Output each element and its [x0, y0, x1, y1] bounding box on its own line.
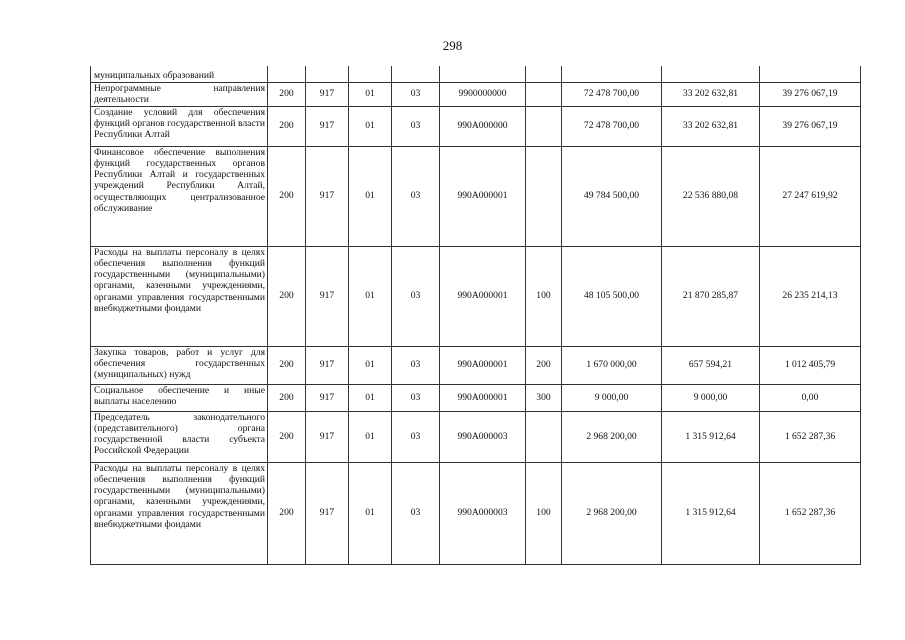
sum-1-cell: 49 784 500,00 [562, 146, 662, 246]
table-row [91, 82, 861, 106]
section-cell [349, 66, 392, 82]
target-article-cell: 990А000001 [440, 246, 526, 346]
section-cell: 01 [349, 246, 392, 346]
sum-2-cell: 21 870 285,87 [662, 246, 760, 346]
subsection-cell: 03 [392, 82, 440, 106]
sum-3-cell: 26 235 214,13 [760, 246, 861, 346]
table-row [91, 462, 861, 564]
table-row [91, 246, 861, 346]
sum-1-cell [562, 66, 662, 82]
sum-3-cell: 27 247 619,92 [760, 146, 861, 246]
sum-3-cell: 1 652 287,36 [760, 411, 861, 462]
sum-1-cell: 9 000,00 [562, 384, 662, 411]
subsection-cell: 03 [392, 411, 440, 462]
admin-cell: 200 [268, 82, 306, 106]
subsection-cell: 03 [392, 462, 440, 564]
section-cell: 01 [349, 82, 392, 106]
target-article-cell: 990А000003 [440, 411, 526, 462]
row-name-cell: Председатель законодательного (представительного) органа государственной власти субъекта Российской Федерации [91, 411, 268, 462]
ministry-cell: 917 [306, 411, 349, 462]
row-name-cell: Закупка товаров, работ и услуг для обеспечения государственных (муниципальных) нужд [91, 346, 268, 384]
admin-cell: 200 [268, 346, 306, 384]
expense-type-cell [526, 82, 562, 106]
row-name-cell: муниципальных образований [91, 66, 268, 82]
sum-1-cell: 48 105 500,00 [562, 246, 662, 346]
subsection-cell: 03 [392, 346, 440, 384]
subsection-cell: 03 [392, 146, 440, 246]
row-name-cell: Создание условий для обеспечения функций органов государственной власти Республики Алтай [91, 106, 268, 146]
budget-table [90, 66, 861, 565]
admin-cell: 200 [268, 384, 306, 411]
ministry-cell: 917 [306, 106, 349, 146]
sum-3-cell: 1 652 287,36 [760, 462, 861, 564]
row-name-cell: Расходы на выплаты персоналу в целях обеспечения выполнения функций государственными (муниципальными) органами, казенными учреждениями, органами управления государственными внебюджетными фондами [91, 462, 268, 564]
table-row [91, 146, 861, 246]
sum-2-cell: 657 594,21 [662, 346, 760, 384]
sum-2-cell: 33 202 632,81 [662, 106, 760, 146]
sum-3-cell: 39 276 067,19 [760, 82, 861, 106]
sum-3-cell: 0,00 [760, 384, 861, 411]
sum-1-cell: 72 478 700,00 [562, 82, 662, 106]
target-article-cell: 990А000001 [440, 384, 526, 411]
expense-type-cell [526, 66, 562, 82]
ministry-cell [306, 66, 349, 82]
sum-2-cell: 22 536 880,08 [662, 146, 760, 246]
expense-type-cell: 300 [526, 384, 562, 411]
sum-2-cell [662, 66, 760, 82]
section-cell: 01 [349, 462, 392, 564]
admin-cell: 200 [268, 462, 306, 564]
ministry-cell: 917 [306, 146, 349, 246]
row-name-cell: Расходы на выплаты персоналу в целях обеспечения выполнения функций государственными (муниципальными) органами, казенными учреждениями, органами управления государственными внебюджетными фондами [91, 246, 268, 346]
row-name-cell: Непрограммные направления деятельности [91, 82, 268, 106]
section-cell: 01 [349, 384, 392, 411]
sum-3-cell: 39 276 067,19 [760, 106, 861, 146]
target-article-cell: 990А000003 [440, 462, 526, 564]
subsection-cell: 03 [392, 246, 440, 346]
expense-type-cell: 100 [526, 462, 562, 564]
admin-cell: 200 [268, 411, 306, 462]
section-cell: 01 [349, 106, 392, 146]
expense-type-cell [526, 411, 562, 462]
sum-2-cell: 1 315 912,64 [662, 411, 760, 462]
ministry-cell: 917 [306, 346, 349, 384]
admin-cell: 200 [268, 246, 306, 346]
expense-type-cell: 200 [526, 346, 562, 384]
table-row [91, 106, 861, 146]
expense-type-cell: 100 [526, 246, 562, 346]
row-name-cell: Социальное обеспечение и иные выплаты населению [91, 384, 268, 411]
subsection-cell [392, 66, 440, 82]
table-row [91, 66, 861, 82]
table-row [91, 346, 861, 384]
target-article-cell: 990А000001 [440, 146, 526, 246]
ministry-cell: 917 [306, 246, 349, 346]
sum-1-cell: 72 478 700,00 [562, 106, 662, 146]
page-number: 298 [442, 38, 463, 53]
admin-cell [268, 66, 306, 82]
row-name-cell: Финансовое обеспечение выполнения функций государственных органов Республики Алтай и государственных учреждений Республики Алтай, осуществляющих централизованное обслуживание [91, 146, 268, 246]
table-row [91, 384, 861, 411]
section-cell: 01 [349, 346, 392, 384]
admin-cell: 200 [268, 146, 306, 246]
table-row [91, 411, 861, 462]
sum-1-cell: 2 968 200,00 [562, 462, 662, 564]
sum-3-cell: 1 012 405,79 [760, 346, 861, 384]
sum-1-cell: 1 670 000,00 [562, 346, 662, 384]
target-article-cell: 990А000001 [440, 346, 526, 384]
section-cell: 01 [349, 411, 392, 462]
sum-2-cell: 9 000,00 [662, 384, 760, 411]
subsection-cell: 03 [392, 384, 440, 411]
subsection-cell: 03 [392, 106, 440, 146]
admin-cell: 200 [268, 106, 306, 146]
ministry-cell: 917 [306, 384, 349, 411]
target-article-cell [440, 66, 526, 82]
sum-1-cell: 2 968 200,00 [562, 411, 662, 462]
ministry-cell: 917 [306, 82, 349, 106]
target-article-cell: 9900000000 [440, 82, 526, 106]
expense-type-cell [526, 146, 562, 246]
ministry-cell: 917 [306, 462, 349, 564]
target-article-cell: 990А000000 [440, 106, 526, 146]
sum-2-cell: 1 315 912,64 [662, 462, 760, 564]
sum-3-cell [760, 66, 861, 82]
expense-type-cell [526, 106, 562, 146]
sum-2-cell: 33 202 632,81 [662, 82, 760, 106]
section-cell: 01 [349, 146, 392, 246]
